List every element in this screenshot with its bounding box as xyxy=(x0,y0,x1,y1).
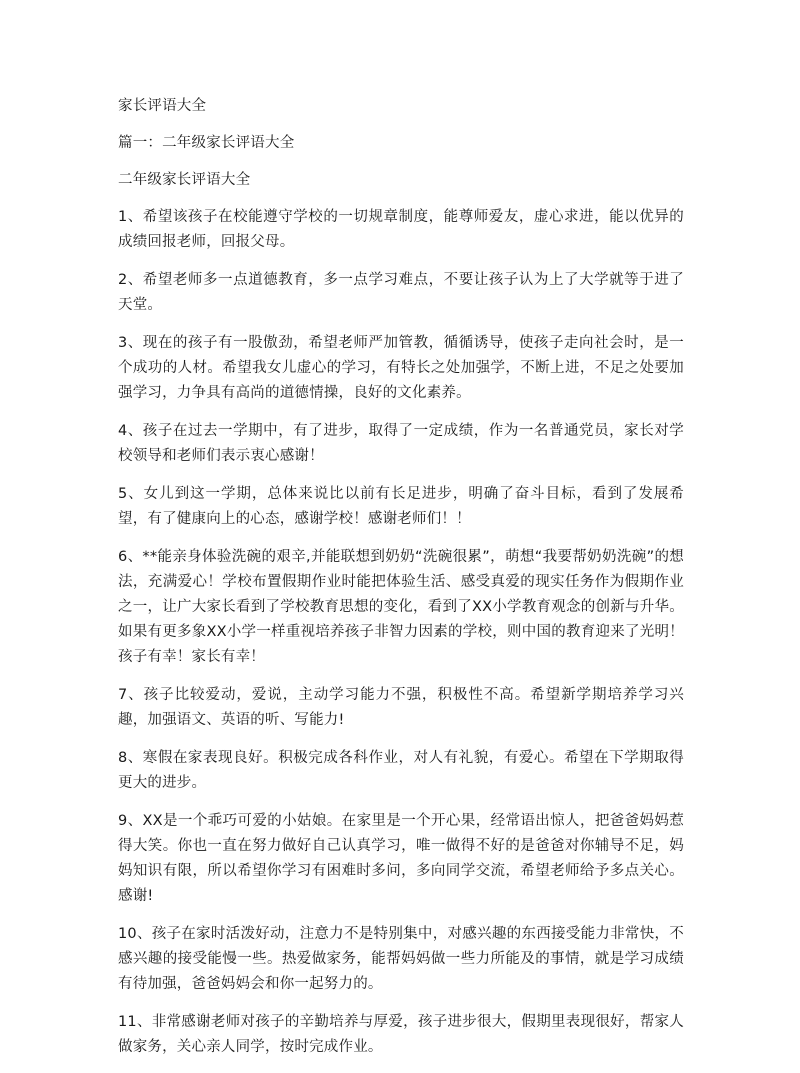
section-heading: 篇一：二年级家长评语大全 xyxy=(118,135,295,151)
document-body xyxy=(118,94,684,1073)
comment-paragraph-1: 1、希望该孩子在校能遵守学校的一切规章制度，能尊师爱友，虚心求进，能以优异的成绩回报老师，回报父母。 xyxy=(118,209,684,250)
sub-heading: 二年级家长评语大全 xyxy=(118,172,251,188)
comment-paragraph-6: 6、**能亲身体验洗碗的艰辛,并能联想到奶奶“洗碗很累”，萌想“我要帮奶奶洗碗”的想法，充满爱心！学校布置假期作业时能把体验生活、感受真爱的现实任务作为假期作业之一，让广大家长看到了学校教育思想的变化，看到了XX小学教育观念的创新与升华。如果有更多象XX小学一样重视培养孩子非智力因素的学校，则中国的教育迎来了光明！孩子有幸！家长有幸！ xyxy=(118,549,684,665)
comment-paragraph-5: 5、女儿到这一学期，总体来说比以前有长足进步，明确了奋斗目标，看到了发展希望，有了健康向上的心态，感谢学校！感谢老师们！！ xyxy=(118,486,684,527)
comment-paragraph-7: 7、孩子比较爱动，爱说，主动学习能力不强，积极性不高。希望新学期培养学习兴趣，加强语文、英语的听、写能力! xyxy=(118,687,684,728)
comment-paragraph-4: 4、孩子在过去一学期中，有了进步，取得了一定成绩，作为一名普通党员，家长对学校领导和老师们表示衷心感谢！ xyxy=(118,423,684,464)
comment-paragraph-11: 11、非常感谢老师对孩子的辛勤培养与厚爱，孩子进步很大，假期里表现很好，帮家人做家务，关心亲人同学，按时完成作业。 xyxy=(118,1014,684,1055)
comment-paragraph-9: 9、XX是一个乖巧可爱的小姑娘。在家里是一个开心果，经常语出惊人，把爸爸妈妈惹得大笑。你也一直在努力做好自己认真学习，唯一做得不好的是爸爸对你辅导不足，妈妈知识有限，所以希望你学习有困难时多问，多向同学交流，希望老师给予多点关心。感谢! xyxy=(118,813,684,904)
comment-paragraph-3: 3、现在的孩子有一股傲劲，希望老师严加管教，循循诱导，使孩子走向社会时，是一个成功的人材。希望我女儿虚心的学习，有特长之处加强学，不断上进，不足之处要加强学习，力争具有高尚的道德情操，良好的文化素养。 xyxy=(118,335,684,401)
comment-paragraph-8: 8、寒假在家表现良好。积极完成各科作业，对人有礼貌，有爱心。希望在下学期取得更大的进步。 xyxy=(118,750,684,791)
comment-paragraph-10: 10、孩子在家时活泼好动，注意力不是特别集中，对感兴趣的东西接受能力非常快，不感兴趣的接受能慢一些。热爱做家务，能帮妈妈做一些力所能及的事情，就是学习成绩有待加强，爸爸妈妈会和你一起努力的。 xyxy=(118,926,684,992)
comment-paragraph-2: 2、希望老师多一点道德教育，多一点学习难点，不要让孩子认为上了大学就等于进了天堂。 xyxy=(118,272,684,313)
document-title: 家长评语大全 xyxy=(118,98,207,114)
